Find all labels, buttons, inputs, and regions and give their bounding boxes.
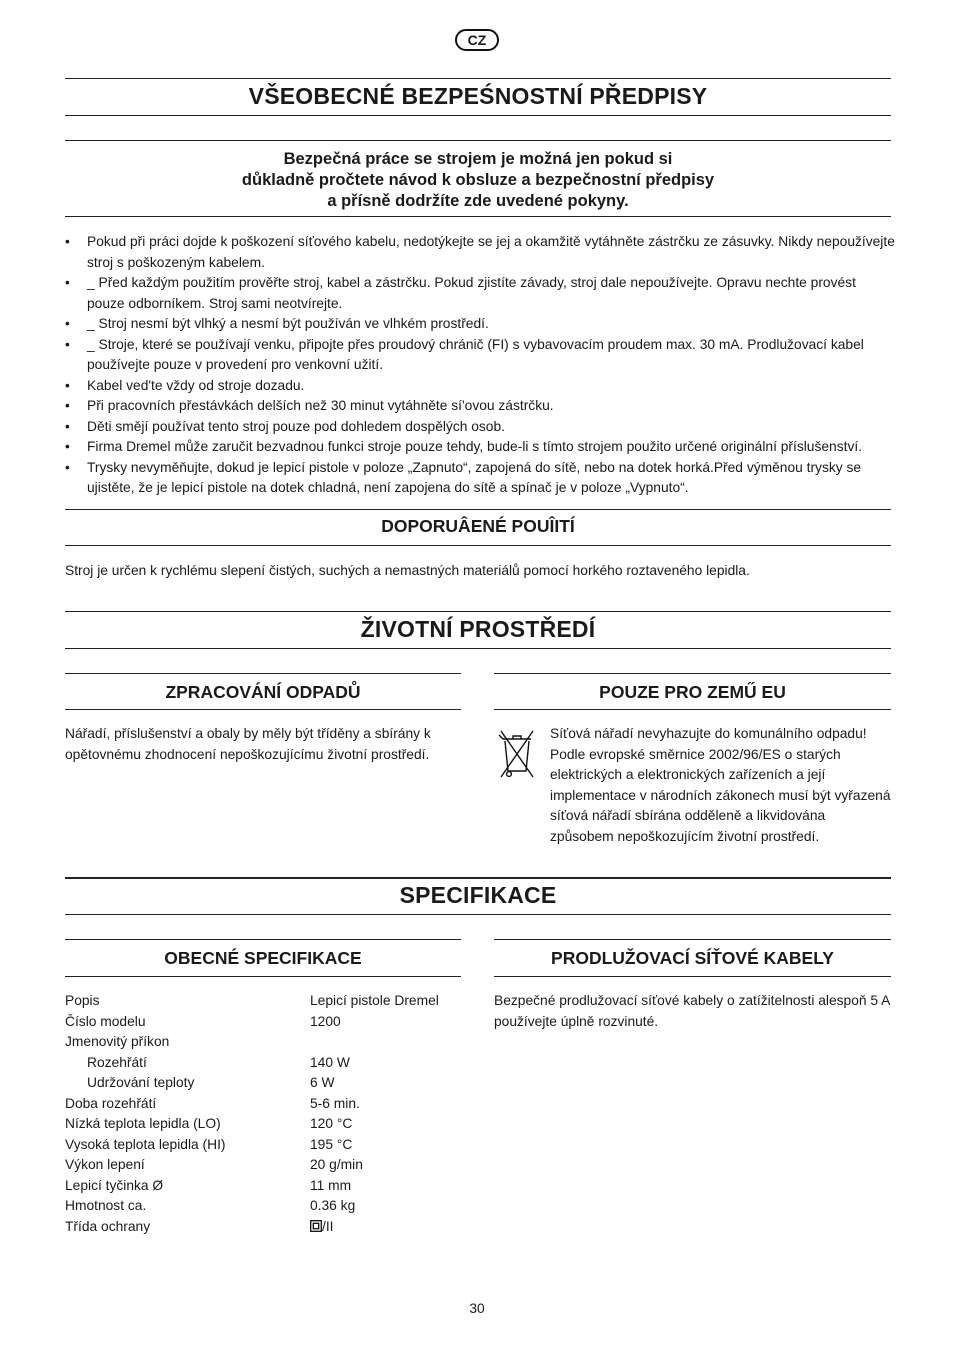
list-item: • Firma Dremel může zaručit bezvadnou funkci stroje pouze tehdy, bude-li s tímto strojem použito určené originální příslušenství. — [65, 437, 895, 458]
list-item: • Trysky nevyměňujte, dokud je lepicí pistole v poloze „Zapnuto“, zapojená do sítě, nebo na dotek horká.Před výměnou trysky se ujistěte, že je lepicí pistole na dotek chladná, není zapojena do sítě a spínač je v poloze „Vypnuto“. — [65, 458, 895, 499]
list-item: • Pokud při práci dojde k poškození síťového kabelu, nedotýkejte se jej a okamžitě vytáhněte zástrčku ze zásuvky. Nikdy nepoužívejte stroj s poškozeným kabelem. — [65, 232, 895, 273]
safety-intro-line: Bezpečná práce se strojem je možná jen pokud si — [283, 150, 673, 168]
spec-value: 0.36 kg — [310, 1198, 356, 1213]
divider — [494, 976, 891, 977]
table-row — [65, 1176, 439, 1197]
divider — [494, 709, 891, 710]
cables-title: PRODLUŽOVACÍ SÍŤOVÉ KABELY — [551, 948, 834, 968]
table-row — [65, 1032, 439, 1053]
cables-text: Bezpečné prodlužovací síťové kabely o zatížitelnosti alespoň 5 A používejte úplně rozvinuté. — [494, 993, 890, 1029]
spec-label: Číslo modelu — [65, 1013, 146, 1029]
safety-title: VŠEOBECNÉ BEZPEŚNOSTNÍ PŘEDPISY — [248, 83, 708, 109]
table-row — [65, 1053, 439, 1074]
table-row — [65, 1073, 439, 1094]
safety-intro-line: důkladně pročtete návod k obsluze a bezpečnostní předpisy — [241, 171, 715, 189]
table-row — [65, 991, 439, 1012]
table-row — [65, 1217, 439, 1238]
divider — [65, 509, 891, 510]
spec-value: 195 °C — [310, 1136, 353, 1152]
divider — [65, 545, 891, 546]
list-item: • _ Stroj nesmí být vlhký a nesmí být používán ve vlhkém prostředí. — [65, 314, 895, 335]
divider — [65, 709, 461, 710]
crossed-bin-icon — [493, 727, 541, 781]
list-item: • _ Stroje, které se používají venku, připojte přes proudový chránič (FI) s vybavovacím proudem max. 30 mA. Prodlužovací kabel používejte pouze v provedení pro venkovní užití. — [65, 335, 895, 376]
spec-label: Třída ochrany — [65, 1218, 151, 1234]
spec-label: Jmenovitý příkon — [65, 1034, 170, 1049]
divider — [65, 976, 461, 977]
safety-intro — [65, 149, 891, 212]
table-row — [65, 1155, 439, 1176]
spec-value: 5-6 min. — [310, 1095, 360, 1111]
divider — [65, 648, 891, 649]
spec-label: Rozehřátí — [87, 1054, 147, 1070]
spec-value — [310, 1032, 439, 1053]
divider — [65, 939, 461, 940]
spec-value: 140 W — [310, 1054, 350, 1070]
divider — [65, 611, 891, 612]
usage-title: DOPORUÂENÉ POUÎITÍ — [381, 516, 575, 536]
spec-value: Lepicí pistole Dremel — [310, 993, 439, 1008]
language-badge: CZ — [455, 29, 499, 51]
waste-text: Nářadí, příslušenství a obaly by měly být tříděny a sbírány k opětovnému zhodnocení nepoškozujícímu životní prostředí. — [65, 726, 431, 762]
list-item: • Děti smějí používat tento stroj pouze pod dohledem dospělých osob. — [65, 417, 895, 438]
spec-label: Lepicí tyčinka Ø — [65, 1177, 164, 1193]
double-insulation-icon — [310, 1220, 322, 1232]
spec-label: Hmotnost ca. — [65, 1198, 147, 1213]
spec-table — [65, 991, 439, 1237]
list-item: • Kabel ved'te vždy od stroje dozadu. — [65, 376, 895, 397]
waste-title: ZPRACOVÁNÍ ODPADŮ — [165, 682, 361, 702]
spec-value: 120 °C — [310, 1116, 353, 1131]
table-row — [65, 1012, 439, 1033]
environment-title: ŽIVOTNÍ PROSTŘEDÍ — [360, 616, 596, 642]
divider — [65, 78, 891, 79]
list-item: • Při pracovních přestávkách delších než 30 minut vytáhněte sí'ovou zástrčku. — [65, 396, 895, 417]
eu-text: Síťová nářadí nevyhazujte do komunálního odpadu! Podle evropské směrnice 2002/96/ES o starých elektrických a elektronických zařízeních a její implementace v národních zákonech musí být vyřazená síťová nářadí sbírána odděleně a likvidována způsobem nepoškozujícím životní prostředí. — [550, 726, 891, 844]
spec-value: 1200 — [310, 1013, 341, 1029]
divider — [65, 914, 891, 915]
usage-text: Stroj je určen k rychlému slepení čistých, suchých a nemastných materiálů pomocí horkého roztaveného lepidla. — [65, 563, 750, 578]
safety-intro-line: a přísně dodržíte zde uvedené pokyny. — [327, 192, 629, 210]
divider — [65, 877, 891, 879]
spec-label: Nízká teplota lepidla (LO) — [65, 1116, 221, 1131]
table-row — [65, 1094, 439, 1115]
spec-label: Výkon lepení — [65, 1157, 145, 1172]
spec-label: Popis — [65, 993, 100, 1008]
spec-value: 6 W — [310, 1075, 335, 1090]
list-item: • _ Před každým použitím prověřte stroj, kabel a zástrčku. Pokud zjistíte závady, stroj dale nepoužívejte. Opravu nechte provést pouze odborníkem. Stroj sami neotvírejte. — [65, 273, 895, 314]
divider — [65, 115, 891, 116]
eu-title: POUZE PRO ZEMŰ EU — [599, 682, 786, 702]
table-row — [65, 1135, 439, 1156]
protection-class-value: /II — [322, 1218, 334, 1234]
spec-value: 11 mm — [310, 1177, 352, 1193]
general-specs-title: OBECNÉ SPECIFIKACE — [164, 948, 362, 968]
divider — [65, 140, 891, 141]
table-row — [65, 1114, 439, 1135]
divider — [494, 673, 891, 674]
spec-value: 20 g/min — [310, 1157, 363, 1172]
table-row — [65, 1196, 439, 1217]
spec-value — [310, 1217, 439, 1238]
page-number: 30 — [469, 1301, 485, 1316]
spec-label: Vysoká teplota lepidla (HI) — [65, 1136, 226, 1152]
divider — [65, 673, 461, 674]
safety-bullet-list — [65, 232, 895, 499]
specs-title: SPECIFIKACE — [399, 882, 557, 908]
spec-label: Udržování teploty — [87, 1075, 195, 1090]
divider — [65, 216, 891, 217]
spec-label: Doba rozehřátí — [65, 1095, 157, 1111]
divider — [494, 939, 891, 940]
